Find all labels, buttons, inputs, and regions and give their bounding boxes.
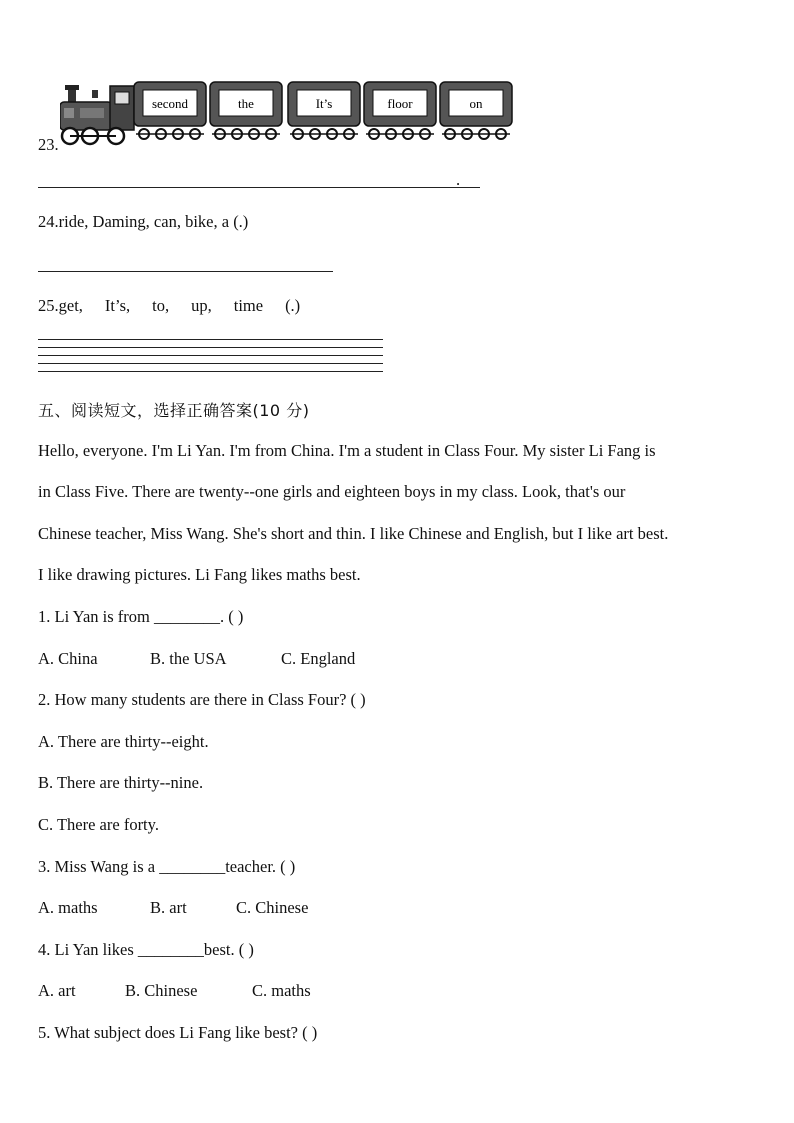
q2-option-c[interactable]: C. There are forty.	[38, 815, 159, 834]
q25-word-4: up,	[191, 296, 212, 315]
q23-number: 23.	[38, 135, 59, 154]
wagon-5	[440, 82, 512, 139]
question-4: 4. Li Yan likes ________best. ( )	[38, 940, 254, 959]
q3-option-a[interactable]: A. maths	[38, 898, 98, 917]
q25-word-6: (.)	[285, 296, 301, 315]
wagon-word-5: on	[469, 96, 483, 111]
wagon-1	[134, 82, 206, 139]
q24-answer-line[interactable]	[38, 271, 333, 272]
wagon-2	[210, 82, 282, 139]
q24-prompt: 24.ride, Daming, can, bike, a (.)	[38, 212, 249, 231]
q1-option-a[interactable]: A. China	[38, 649, 98, 668]
train-illustration	[60, 80, 520, 148]
wagon-4	[364, 82, 436, 139]
q4-option-c[interactable]: C. maths	[252, 981, 311, 1000]
q25-prompt	[38, 296, 322, 316]
wagon-word-4: floor	[387, 96, 413, 111]
passage-line-4: I like drawing pictures. Li Fang likes maths best.	[38, 565, 361, 584]
q25-answer-line-4[interactable]	[38, 363, 383, 364]
wagon-word-1: second	[151, 96, 189, 111]
q25-answer-line-5[interactable]	[38, 371, 383, 372]
wagon-word-2: the	[238, 96, 254, 111]
wagon-word-3: It’s	[315, 96, 333, 111]
q3-option-b[interactable]: B. art	[150, 898, 187, 917]
q25-word-2: It’s,	[104, 296, 131, 315]
passage-line-2: in Class Five. There are twenty--one girls and eighteen boys in my class. Look, that's our	[38, 482, 626, 501]
q2-option-b[interactable]: B. There are thirty--nine.	[38, 773, 204, 792]
q2-option-a[interactable]: A. There are thirty--eight.	[38, 732, 209, 751]
q4-option-a[interactable]: A. art	[38, 981, 76, 1000]
q25-word-3: to,	[152, 296, 170, 315]
q23-answer-line[interactable]	[38, 187, 480, 188]
question-1: 1. Li Yan is from ________. ( )	[38, 607, 244, 626]
q3-option-c[interactable]: C. Chinese	[236, 898, 309, 917]
question-2: 2. How many students are there in Class Four? ( )	[38, 690, 366, 709]
section-heading: 五、阅读短文，选择正确答案(10 分)	[38, 401, 310, 420]
locomotive-icon	[60, 85, 134, 144]
q25-word-5: time	[233, 296, 264, 315]
q4-option-b[interactable]: B. Chinese	[125, 981, 198, 1000]
q25-word-1: 25.get,	[38, 296, 83, 315]
q1-option-c[interactable]: C. England	[281, 649, 356, 668]
q25-answer-line-2[interactable]	[38, 347, 383, 348]
q1-option-b[interactable]: B. the USA	[150, 649, 227, 668]
q25-answer-line-1[interactable]	[38, 339, 383, 340]
question-3: 3. Miss Wang is a ________teacher. ( )	[38, 857, 296, 876]
q25-answer-line-3[interactable]	[38, 355, 383, 356]
wagon-3	[288, 82, 360, 139]
passage-line-3: Chinese teacher, Miss Wang. She's short and thin. I like Chinese and English, but I like art best.	[38, 524, 669, 543]
question-5: 5. What subject does Li Fang like best? ( )	[38, 1023, 318, 1042]
q23-end-dot: .	[456, 170, 461, 189]
passage-line-1: Hello, everyone. I'm Li Yan. I'm from China. I'm a student in Class Four. My sister Li Fang is	[38, 441, 656, 460]
